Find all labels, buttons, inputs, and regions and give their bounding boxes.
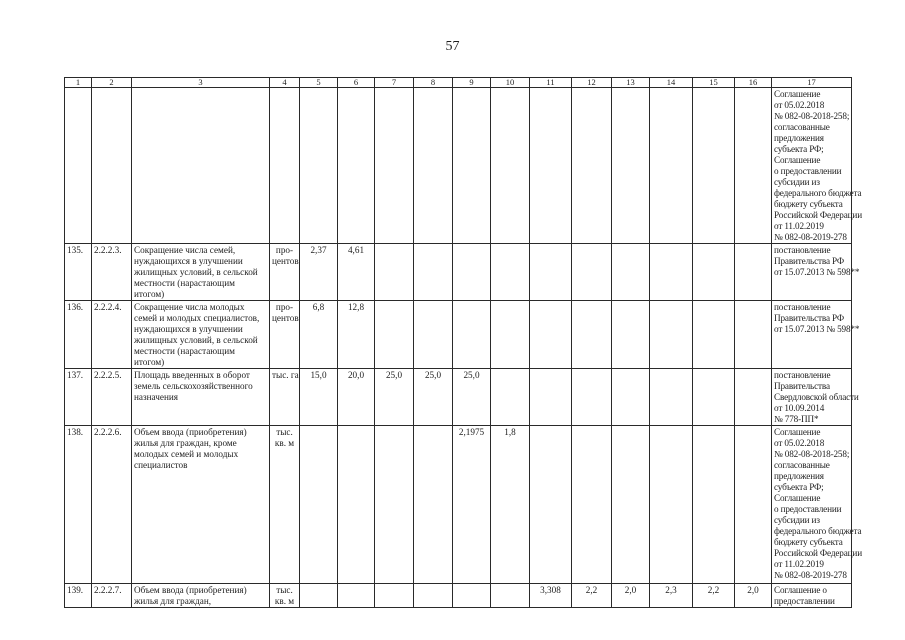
value-cell: 6,8: [300, 301, 338, 369]
value-cell: 25,0: [414, 369, 453, 426]
value-cell: [375, 244, 414, 301]
value-cell: [530, 244, 572, 301]
column-header: 13: [612, 78, 650, 88]
item-code: 2.2.2.7.: [92, 584, 132, 608]
value-cell: [375, 584, 414, 608]
item-code: [92, 88, 132, 244]
table-row: [65, 244, 852, 301]
value-cell: [693, 369, 735, 426]
unit-of-measure: [270, 88, 300, 244]
unit-of-measure: про- центов: [270, 301, 300, 369]
value-cell: [572, 88, 612, 244]
value-cell: [530, 301, 572, 369]
indicator-name: Сокращение числа молодых семей и молодых специалистов, нуждающихся в улучшении жилищных условий, в сельской местности (нарастающим итогом): [132, 301, 270, 369]
value-cell: [491, 301, 530, 369]
value-cell: [693, 244, 735, 301]
row-number: 135.: [65, 244, 92, 301]
value-cell: [612, 88, 650, 244]
indicator-name: Сокращение числа семей, нуждающихся в улучшении жилищных условий, в сельской местности (нарастающим итогом): [132, 244, 270, 301]
row-number: 136.: [65, 301, 92, 369]
column-header: 1: [65, 78, 92, 88]
value-cell: 1,8: [491, 426, 530, 584]
value-cell: [693, 301, 735, 369]
unit-of-measure: тыс. кв. м: [270, 426, 300, 584]
value-cell: [612, 369, 650, 426]
row-number: 139.: [65, 584, 92, 608]
value-cell: 25,0: [453, 369, 491, 426]
unit-of-measure: про- центов: [270, 244, 300, 301]
value-cell: [735, 244, 772, 301]
value-cell: 2,37: [300, 244, 338, 301]
item-code: 2.2.2.5.: [92, 369, 132, 426]
basis-document: Соглашение от 05.02.2018 № 082-08-2018-258; согласованные предложения субъекта РФ; Соглашение о предоставлении субсидии из федерального бюджета бюджету субъекта Российской Федерации от 11.02.2019 № 082-08-2019-278: [772, 88, 852, 244]
value-cell: 3,308: [530, 584, 572, 608]
column-header: 9: [453, 78, 491, 88]
value-cell: [530, 426, 572, 584]
basis-document: Соглашение о предоставлении: [772, 584, 852, 608]
value-cell: 2,0: [612, 584, 650, 608]
value-cell: [453, 88, 491, 244]
value-cell: [491, 584, 530, 608]
column-header: 17: [772, 78, 852, 88]
value-cell: [650, 88, 693, 244]
row-number: 138.: [65, 426, 92, 584]
row-number: [65, 88, 92, 244]
value-cell: 25,0: [375, 369, 414, 426]
column-header: 15: [693, 78, 735, 88]
column-header: 6: [338, 78, 375, 88]
value-cell: [414, 584, 453, 608]
value-cell: 2,0: [735, 584, 772, 608]
unit-of-measure: тыс. кв. м: [270, 584, 300, 608]
value-cell: [300, 426, 338, 584]
column-header: 14: [650, 78, 693, 88]
column-header: 10: [491, 78, 530, 88]
value-cell: [300, 88, 338, 244]
value-cell: [650, 426, 693, 584]
column-header: 11: [530, 78, 572, 88]
value-cell: [530, 88, 572, 244]
value-cell: [650, 301, 693, 369]
column-header: 5: [300, 78, 338, 88]
value-cell: [453, 244, 491, 301]
value-cell: [453, 584, 491, 608]
basis-document: постановление Правительства РФ от 15.07.2013 № 598**: [772, 244, 852, 301]
basis-document: Соглашение от 05.02.2018 № 082-08-2018-258; согласованные предложения субъекта РФ; Соглашение о предоставлении субсидии из федерального бюджета бюджету субъекта Российской Федерации от 11.02.2019 № 082-08-2019-278: [772, 426, 852, 584]
value-cell: [491, 88, 530, 244]
item-code: 2.2.2.6.: [92, 426, 132, 584]
indicators-table: [64, 77, 862, 608]
value-cell: [693, 88, 735, 244]
value-cell: 2,2: [693, 584, 735, 608]
indicator-name: Площадь введенных в оборот земель сельскохозяйственного назначения: [132, 369, 270, 426]
value-cell: [735, 301, 772, 369]
value-cell: [735, 426, 772, 584]
value-cell: [375, 88, 414, 244]
value-cell: [572, 369, 612, 426]
column-header: 12: [572, 78, 612, 88]
value-cell: [650, 244, 693, 301]
column-header: 3: [132, 78, 270, 88]
table-row: [65, 88, 852, 244]
value-cell: [735, 369, 772, 426]
value-cell: [491, 244, 530, 301]
column-header: 4: [270, 78, 300, 88]
item-code: 2.2.2.4.: [92, 301, 132, 369]
table-row: [65, 301, 852, 369]
value-cell: [338, 584, 375, 608]
value-cell: [300, 584, 338, 608]
column-header: 7: [375, 78, 414, 88]
row-number: 137.: [65, 369, 92, 426]
value-cell: [453, 301, 491, 369]
value-cell: [612, 426, 650, 584]
column-header: 2: [92, 78, 132, 88]
value-cell: [414, 301, 453, 369]
value-cell: [338, 426, 375, 584]
value-cell: 2,1975: [453, 426, 491, 584]
value-cell: [491, 369, 530, 426]
value-cell: 2,3: [650, 584, 693, 608]
table-row: [65, 426, 852, 584]
value-cell: 2,2: [572, 584, 612, 608]
indicator-name: Объем ввода (приобретения) жилья для граждан,: [132, 584, 270, 608]
table-row: [65, 369, 852, 426]
basis-document: постановление Правительства РФ от 15.07.2013 № 598**: [772, 301, 852, 369]
value-cell: [612, 244, 650, 301]
value-cell: 4,61: [338, 244, 375, 301]
table-row: [65, 584, 852, 608]
page-number: 57: [445, 39, 460, 54]
value-cell: [572, 426, 612, 584]
indicator-name: [132, 88, 270, 244]
value-cell: [530, 369, 572, 426]
value-cell: [650, 369, 693, 426]
column-header: 16: [735, 78, 772, 88]
value-cell: [414, 426, 453, 584]
value-cell: [572, 244, 612, 301]
value-cell: [375, 426, 414, 584]
value-cell: [414, 244, 453, 301]
basis-document: постановление Правительства Свердловской области от 10.09.2014 № 778-ПП*: [772, 369, 852, 426]
value-cell: [414, 88, 453, 244]
value-cell: [375, 301, 414, 369]
value-cell: 15,0: [300, 369, 338, 426]
unit-of-measure: тыс. га: [270, 369, 300, 426]
value-cell: 12,8: [338, 301, 375, 369]
value-cell: [572, 301, 612, 369]
value-cell: 20,0: [338, 369, 375, 426]
indicator-name: Объем ввода (приобретения) жилья для граждан, кроме молодых семей и молодых специалистов: [132, 426, 270, 584]
value-cell: [735, 88, 772, 244]
value-cell: [338, 88, 375, 244]
header-row: [65, 78, 852, 88]
column-header: 8: [414, 78, 453, 88]
item-code: 2.2.2.3.: [92, 244, 132, 301]
value-cell: [693, 426, 735, 584]
value-cell: [612, 301, 650, 369]
